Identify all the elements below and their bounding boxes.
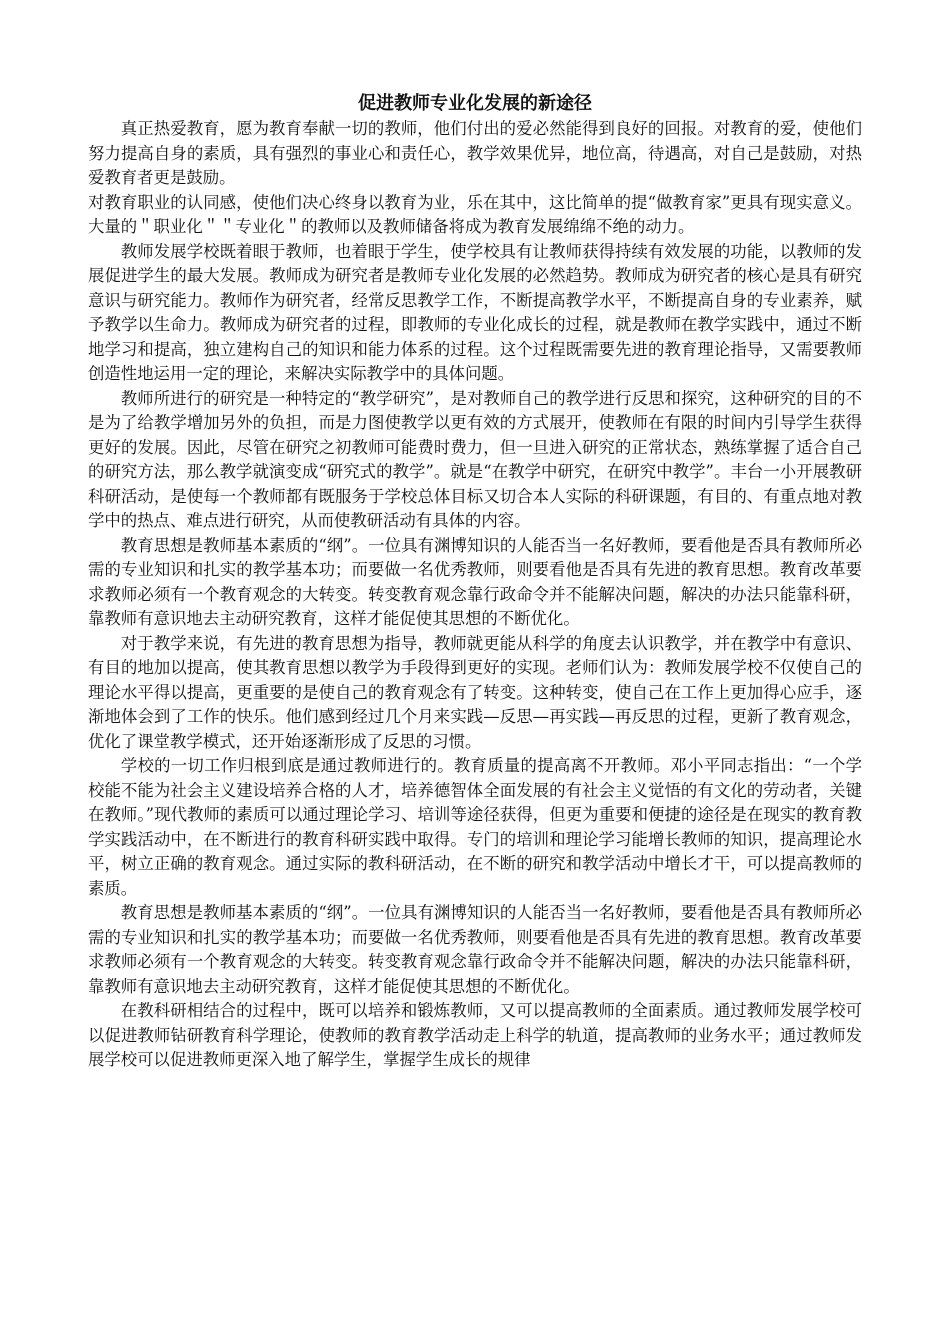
paragraph: 教师所进行的研究是一种特定的“教学研究”，是对教师自己的教学进行反思和探究，这种研究的目的不是为了给教学增加另外的负担，而是力图使教学以更有效的方式展开，使教师在有限的时间内引导学生获得更好的发展。因此，尽管在研究之初教师可能费时费力，但一旦进入研究的正常状态，熟练掌握了适合自己的研究方法，那么教学就演变成“研究式的教学”。就是“在教学中研究，在研究中教学”。丰台一小开展教研科研活动，是使每一个教师都有既服务于学校总体目标又切合本人实际的科研课题，有目的、有重点地对教学中的热点、难点进行研究，从而使教研活动有具体的内容。 xyxy=(88,388,862,530)
page-title: 促进教师专业化发展的新途径 xyxy=(358,93,592,114)
paragraph: 教育思想是教师基本素质的“纲”。一位具有渊博知识的人能否当一名好教师，要看他是否具有教师所必需的专业知识和扎实的教学基本功；而要做一名优秀教师，则要看他是否具有先进的教育思想。教育改革要求教师必须有一个教育观念的大转变。转变教育观念靠行政命令并不能解决问题，解决的办法只能靠科研，靠教师有意识地去主动研究教育，这样才能促使其思想的不断优化。 xyxy=(88,535,862,628)
paragraph: 在教科研相结合的过程中，既可以培养和锻炼教师，又可以提高教师的全面素质。通过教师发展学校可以促进教师钻研教育科学理论，使教师的教育教学活动走上科学的轨道，提高教师的业务水平；通过教师发展学校可以促进教师更深入地了解学生，掌握学生成长的规律 xyxy=(88,1001,862,1069)
document-page xyxy=(88,92,862,1073)
paragraph: 真正热爱教育，愿为教育奉献一切的教师，他们付出的爱必然能得到良好的回报。对教育的爱，使他们努力提高自身的素质，具有强烈的事业心和责任心，教学效果优异，地位高，待遇高，对自己是鼓励，对热爱教育者更是鼓励。 xyxy=(88,119,862,187)
document-body xyxy=(88,117,862,1073)
paragraph: 学校的一切工作归根到底是通过教师进行的。教育质量的提高离不开教师。邓小平同志指出：“一个学校能不能为社会主义建设培养合格的人才，培养德智体全面发展的有社会主义觉悟的有文化的劳动者，关键在教师。”现代教师的素质可以通过理论学习、培训等途径获得，但更为重要和便捷的途径是在现实的教育教学实践活动中，在不断进行的教育科研实践中取得。专门的培训和理论学习能增长教师的知识，提高理论水平，树立正确的教育观念。通过实际的教科研活动，在不断的研究和教学活动中增长才干，可以提高教师的素质。 xyxy=(88,756,862,898)
paragraph: 教师发展学校既着眼于教师，也着眼于学生，使学校具有让教师获得持续有效发展的功能，以教师的发展促进学生的最大发展。教师成为研究者是教师专业化发展的必然趋势。教师成为研究者的核心是具有研究意识与研究能力。教师作为研究者，经常反思教学工作，不断提高教学水平，不断提高自身的专业素养，赋予教学以生命力。教师成为研究者的过程，即教师的专业化成长的过程，就是教师在教学实践中，通过不断地学习和提高，独立建构自己的知识和能力体系的过程。这个过程既需要先进的教育理论指导，又需要教师创造性地运用一定的理论，来解决实际教学中的具体问题。 xyxy=(88,241,862,383)
paragraph: 教育思想是教师基本素质的“纲”。一位具有渊博知识的人能否当一名好教师，要看他是否具有教师所必需的专业知识和扎实的教学基本功；而要做一名优秀教师，则要看他是否具有先进的教育思想。教育改革要求教师必须有一个教育观念的大转变。转变教育观念靠行政命令并不能解决问题，解决的办法只能靠科研，靠教师有意识地去主动研究教育，这样才能促使其思想的不断优化。 xyxy=(88,903,862,996)
paragraph: 对于教学来说，有先进的教育思想为指导，教师就更能从科学的角度去认识教学，并在教学中有意识、有目的地加以提高，使其教育思想以教学为手段得到更好的实现。老师们认为：教师发展学校不仅使自己的理论水平得以提高，更重要的是使自己的教育观念有了转变。这种转变，使自己在工作上更加得心应手，逐渐地体会到了工作的快乐。他们感到经过几个月来实践—反思—再实践—再反思的过程，更新了教育观念，优化了课堂教学模式，还开始逐渐形成了反思的习惯。 xyxy=(88,633,862,751)
paragraph: 对教育职业的认同感，使他们决心终身以教育为业，乐在其中，这比简单的提“做教育家”更具有现实意义。大量的＂职业化＂＂专业化＂的教师以及教师储备将成为教育发展绵绵不绝的动力。 xyxy=(88,192,862,236)
